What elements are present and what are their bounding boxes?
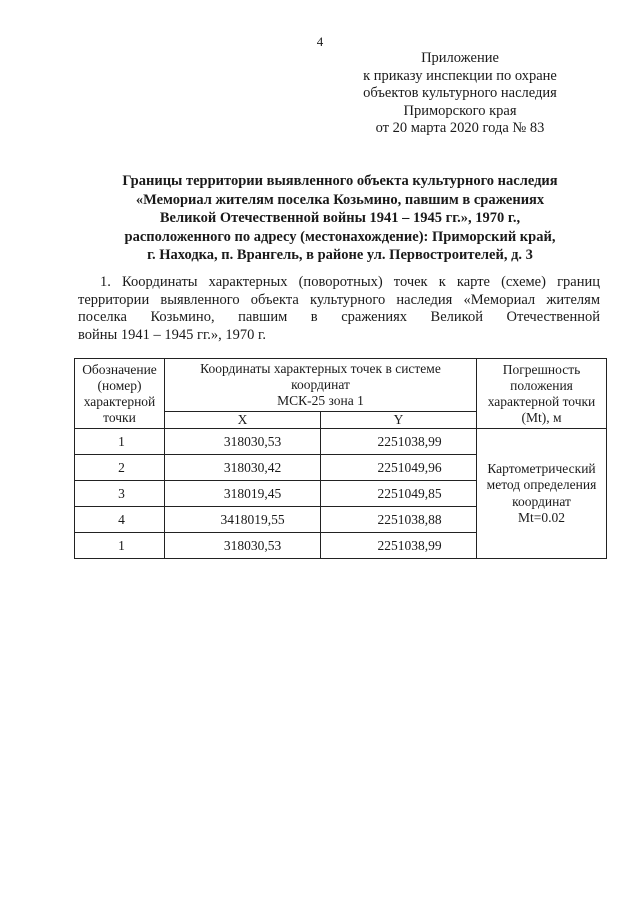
document-title <box>90 172 590 265</box>
header-text: характерной точки <box>487 393 596 409</box>
accuracy-text: Картометрический <box>487 460 596 476</box>
paragraph-line: войны 1941 – 1945 гг.», 1970 г. <box>78 326 266 343</box>
header-text: Погрешность <box>502 361 581 377</box>
y-coordinate: 2251049,85 <box>321 481 477 507</box>
accuracy-cell <box>477 429 607 559</box>
accuracy-text: координат <box>512 493 571 509</box>
x-coordinate: 318019,45 <box>165 481 321 507</box>
paragraph-line: территории выявленного объекта культурного наследия «Мемориал жителям <box>78 291 600 308</box>
body-paragraph <box>78 274 600 344</box>
x-coordinate: 318030,53 <box>165 429 321 455</box>
appendix-block <box>340 50 580 138</box>
header-text: положения <box>510 377 573 393</box>
header-text: (номер) <box>97 377 142 393</box>
header-text: (Mt), м <box>521 409 562 425</box>
coordinates-table <box>74 358 607 559</box>
y-coordinate: 2251038,99 <box>321 533 477 559</box>
y-coordinate: 2251038,88 <box>321 507 477 533</box>
header-coordinates <box>165 359 477 412</box>
point-number: 1 <box>75 429 165 455</box>
header-x: X <box>165 412 321 429</box>
point-number: 1 <box>75 533 165 559</box>
paragraph-line: поселка Козьмино, павшим в сражениях Великой Отечественной <box>78 309 600 325</box>
header-text: точки <box>103 409 136 425</box>
point-number: 2 <box>75 455 165 481</box>
title-line: «Мемориал жителям поселка Козьмино, павшим в сражениях <box>135 191 545 208</box>
point-number: 3 <box>75 481 165 507</box>
title-line: Великой Отечественной войны 1941 – 1945 гг.», 1970 г., <box>159 210 521 226</box>
header-point-id <box>75 359 165 429</box>
header-y: Y <box>321 412 477 429</box>
x-coordinate: 318030,42 <box>165 455 321 481</box>
header-text: Координаты характерных точек в системе <box>200 361 441 376</box>
title-line: Границы территории выявленного объекта культурного наследия <box>122 173 558 189</box>
header-text: МСК-25 зона 1 <box>277 393 364 408</box>
appendix-line: Приложение <box>421 50 499 66</box>
header-accuracy <box>477 359 607 429</box>
title-line: расположенного по адресу (местонахождение): Приморский край, <box>124 228 556 245</box>
y-coordinate: 2251049,96 <box>321 455 477 481</box>
point-number: 4 <box>75 507 165 533</box>
appendix-line: объектов культурного наследия <box>363 85 557 101</box>
accuracy-text: Mt=0.02 <box>518 510 565 525</box>
x-coordinate: 3418019,55 <box>165 507 321 533</box>
page-number: 4 <box>316 34 324 49</box>
appendix-line: к приказу инспекции по охране <box>363 67 557 84</box>
paragraph-line: 1. Координаты характерных (поворотных) точек к карте (схеме) границ <box>100 274 600 290</box>
header-text: координат <box>291 377 350 392</box>
header-text: характерной <box>83 393 156 409</box>
x-coordinate: 318030,53 <box>165 533 321 559</box>
accuracy-text: метод определения <box>486 477 597 492</box>
header-text: Обозначение <box>82 361 157 377</box>
appendix-line: от 20 марта 2020 года № 83 <box>375 120 545 136</box>
table-row <box>75 429 607 455</box>
appendix-line: Приморского края <box>403 102 517 119</box>
y-coordinate: 2251038,99 <box>321 429 477 455</box>
title-line: г. Находка, п. Врангель, в районе ул. Первостроителей, д. 3 <box>147 247 533 263</box>
